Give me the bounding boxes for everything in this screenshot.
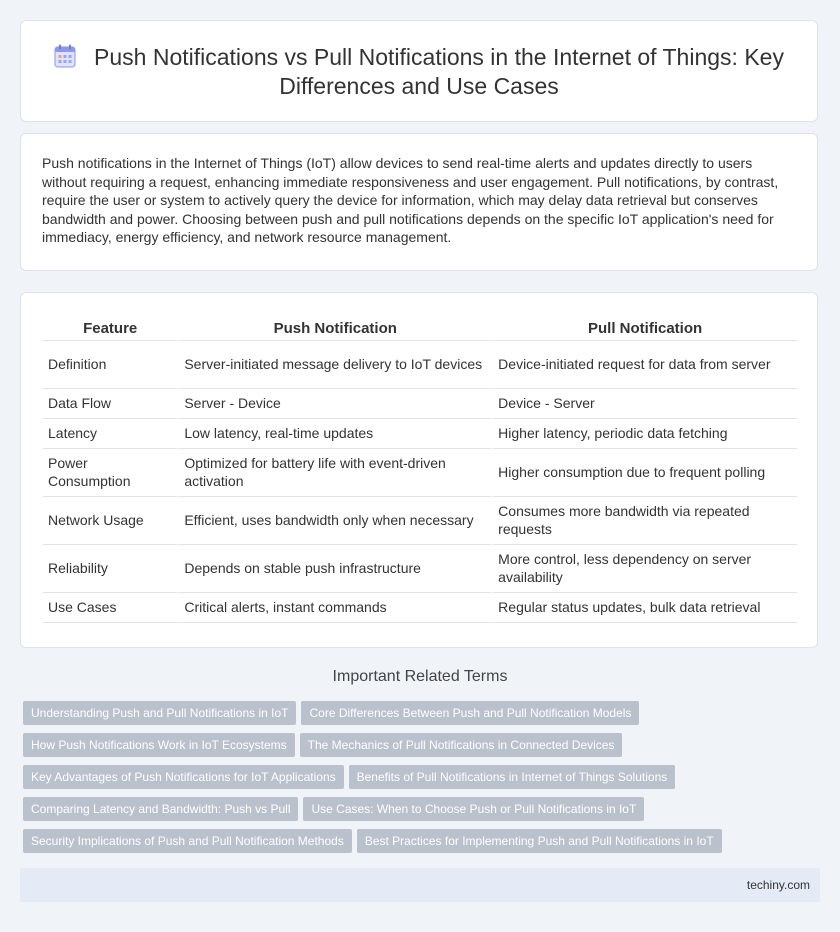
push-cell: Server - Device <box>177 389 491 419</box>
tag-row <box>23 733 823 765</box>
push-cell: Depends on stable push infrastructure <box>177 545 491 593</box>
header-feature: Feature <box>43 315 177 341</box>
footer-bar <box>20 868 820 902</box>
header-push: Push Notification <box>177 315 491 341</box>
related-term-tag[interactable]: Best Practices for Implementing Push and Pull Notifications in IoT <box>357 829 722 853</box>
header-pull: Pull Notification <box>491 315 797 341</box>
related-term-tag[interactable]: Understanding Push and Pull Notifications in IoT <box>23 701 296 725</box>
intro-paragraph: Push notifications in the Internet of Things (IoT) allow devices to send real-time alerts and updates directly to users without requiring a request, enhancing immediate responsiveness and user engagement. Pull notifications, by contrast, require the user or system to actively query the device for information, which may delay data retrieval but conserves bandwidth and power. Choosing between push and pull notifications depends on the specific IoT application's need for immediacy, energy efficiency, and network resource management. <box>42 155 779 246</box>
feature-cell: Data Flow <box>43 389 177 419</box>
pull-cell: Device - Server <box>491 389 797 419</box>
related-terms-heading: Important Related Terms <box>332 668 508 685</box>
push-cell: Server-initiated message delivery to IoT devices <box>177 341 491 389</box>
pull-cell: Higher consumption due to frequent polling <box>491 449 797 497</box>
table-row <box>43 497 797 545</box>
pull-cell: Regular status updates, bulk data retrieval <box>491 593 797 623</box>
comparison-table-card <box>20 292 818 648</box>
tag-row <box>23 701 823 733</box>
push-cell: Optimized for battery life with event-driven activation <box>177 449 491 497</box>
table-row <box>43 341 797 389</box>
feature-cell: Power Consumption <box>43 449 177 497</box>
table-header-row <box>43 315 797 341</box>
related-term-tag[interactable]: Use Cases: When to Choose Push or Pull Notifications in IoT <box>303 797 644 821</box>
pull-cell: Higher latency, periodic data fetching <box>491 419 797 449</box>
feature-cell: Network Usage <box>43 497 177 545</box>
intro-card <box>20 133 818 271</box>
pull-cell: More control, less dependency on server availability <box>491 545 797 593</box>
related-term-tag[interactable]: Core Differences Between Push and Pull Notification Models <box>301 701 639 725</box>
table-row <box>43 449 797 497</box>
related-term-tag[interactable]: Security Implications of Push and Pull Notification Methods <box>23 829 352 853</box>
related-term-tag[interactable]: The Mechanics of Pull Notifications in Connected Devices <box>300 733 623 757</box>
related-terms-list <box>23 701 823 861</box>
table-row <box>43 545 797 593</box>
feature-cell: Definition <box>43 341 177 389</box>
related-term-tag[interactable]: Comparing Latency and Bandwidth: Push vs Pull <box>23 797 298 821</box>
related-term-tag[interactable]: How Push Notifications Work in IoT Ecosystems <box>23 733 295 757</box>
push-cell: Efficient, uses bandwidth only when necessary <box>177 497 491 545</box>
footer-site-link[interactable]: techiny.com <box>746 878 810 892</box>
tag-row <box>23 765 823 797</box>
feature-cell: Reliability <box>43 545 177 593</box>
feature-cell: Latency <box>43 419 177 449</box>
push-cell: Critical alerts, instant commands <box>177 593 491 623</box>
feature-cell: Use Cases <box>43 593 177 623</box>
table-row <box>43 593 797 623</box>
pull-cell: Device-initiated request for data from server <box>491 341 797 389</box>
comparison-table <box>43 315 797 623</box>
table-row <box>43 419 797 449</box>
header-card <box>20 20 818 122</box>
push-cell: Low latency, real-time updates <box>177 419 491 449</box>
page-title: Push Notifications vs Pull Notifications in the Internet of Things: Key Differences and Use Cases <box>94 44 784 99</box>
tag-row <box>23 829 823 861</box>
table-row <box>43 389 797 419</box>
tag-row <box>23 797 823 829</box>
related-term-tag[interactable]: Benefits of Pull Notifications in Internet of Things Solutions <box>349 765 676 789</box>
pull-cell: Consumes more bandwidth via repeated requests <box>491 497 797 545</box>
document-list-icon <box>54 44 76 68</box>
page-title-wrap <box>51 43 787 101</box>
related-term-tag[interactable]: Key Advantages of Push Notifications for IoT Applications <box>23 765 344 789</box>
